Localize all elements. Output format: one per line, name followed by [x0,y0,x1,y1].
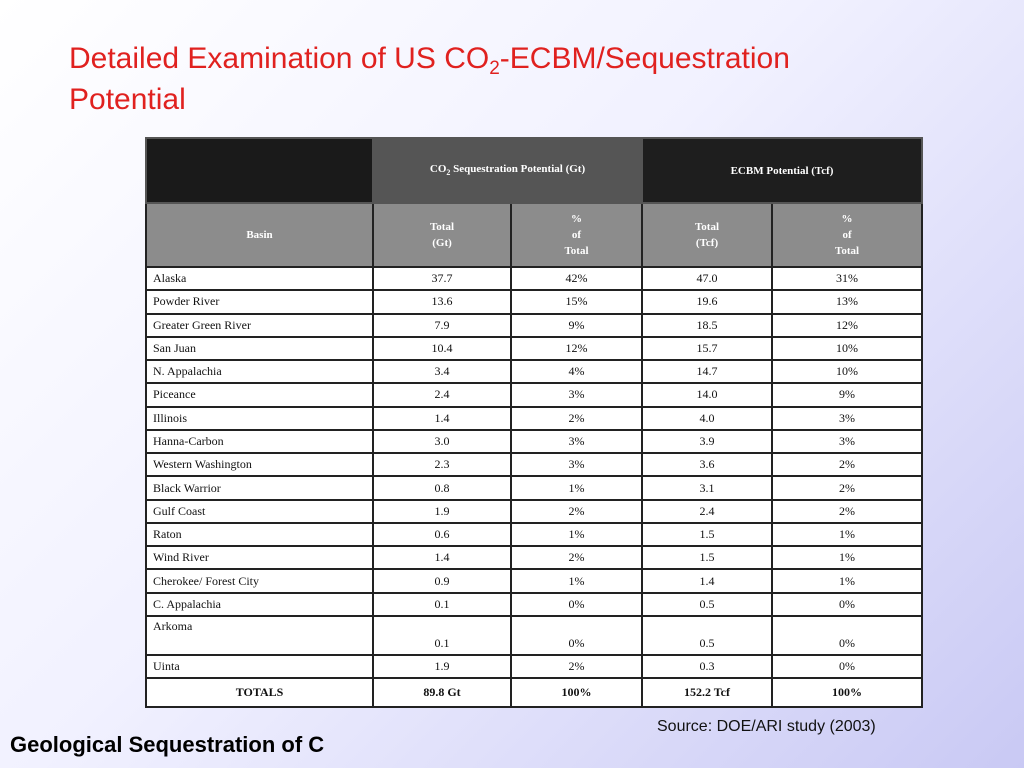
cell-co2-total: 7.9 [373,314,511,337]
cell-co2-total: 0.9 [373,569,511,592]
cell-co2-pct: 2% [511,655,642,678]
group-header-row [146,138,922,203]
cell-ecbm-pct: 3% [772,407,922,430]
cell-basin: Hanna-Carbon [146,430,373,453]
cell-basin: Gulf Coast [146,500,373,523]
cell-co2-total: 1.4 [373,546,511,569]
cell-ecbm-pct: 1% [772,523,922,546]
table-row [146,546,922,569]
cell-ecbm-total: 1.4 [642,569,772,592]
title-text: Detailed Examination of US CO [69,42,490,75]
cell-ecbm-total: 1.5 [642,546,772,569]
column-header-row [146,203,922,267]
cell-ecbm-total: 0.5 [642,593,772,616]
cell-ecbm-total: 0.3 [642,655,772,678]
sequestration-table-container [145,137,921,708]
table-row [146,593,922,616]
cell-ecbm-total: 3.1 [642,476,772,499]
cell-ecbm-pct: 1% [772,546,922,569]
table-row [146,407,922,430]
cell-co2-pct: 1% [511,523,642,546]
cell-co2-pct: 3% [511,430,642,453]
cell-co2-total: 37.7 [373,267,511,290]
cell-ecbm-pct: 1% [772,569,922,592]
table-row [146,383,922,406]
cell-basin: Wind River [146,546,373,569]
cell-co2-total: 3.0 [373,430,511,453]
footer-title: Geological Sequestration of C [10,732,325,757]
cell-co2-total: 3.4 [373,360,511,383]
cell-ecbm-pct: 12% [772,314,922,337]
cell-co2-total: 13.6 [373,290,511,313]
cell-basin: San Juan [146,337,373,360]
title-subscript: 2 [489,58,500,79]
cell-basin: Raton [146,523,373,546]
cell-co2-pct: 2% [511,407,642,430]
cell-co2-pct: 2% [511,500,642,523]
cell-co2-pct: 3% [511,383,642,406]
cell-co2-total: 89.8 Gt [373,678,511,707]
sequestration-table [145,137,923,708]
cell-ecbm-total: 47.0 [642,267,772,290]
totals-row [146,678,922,707]
cell-co2-total: 1.9 [373,500,511,523]
cell-ecbm-total: 2.4 [642,500,772,523]
table-row [146,290,922,313]
cell-ecbm-pct: 2% [772,453,922,476]
table-row [146,476,922,499]
cell-ecbm-pct: 10% [772,360,922,383]
cell-ecbm-total: 18.5 [642,314,772,337]
cell-basin: Greater Green River [146,314,373,337]
header-co2-group: $CO_2$ Sequestration Potential (Gt) [373,138,642,203]
header-ecbm-total: Total (Tcf) [642,203,772,267]
header-ecbm-group: ECBM Potential (Tcf) [642,138,922,203]
cell-co2-total: 0.1 [373,593,511,616]
table-row [146,453,922,476]
cell-ecbm-total: 14.7 [642,360,772,383]
cell-ecbm-pct: 3% [772,430,922,453]
cell-basin: Cherokee/ Forest City [146,569,373,592]
title-text-suffix: -ECBM/Sequestration [499,42,790,75]
table-row [146,523,922,546]
cell-ecbm-pct: 0% [772,655,922,678]
cell-ecbm-pct: 2% [772,476,922,499]
cell-basin: Piceance [146,383,373,406]
cell-ecbm-total: 14.0 [642,383,772,406]
cell-ecbm-pct: 10% [772,337,922,360]
cell-co2-pct: 1% [511,569,642,592]
table-row [146,655,922,678]
cell-basin: Western Washington [146,453,373,476]
header-basin: Basin [146,203,373,267]
cell-co2-pct: 12% [511,337,642,360]
cell-co2-total: 1.9 [373,655,511,678]
cell-basin: Powder River [146,290,373,313]
cell-co2-pct: 100% [511,678,642,707]
cell-co2-total: 0.6 [373,523,511,546]
cell-co2-pct: 0% [511,593,642,616]
cell-co2-pct: 0% [511,616,642,655]
cell-ecbm-pct: 13% [772,290,922,313]
cell-ecbm-total: 15.7 [642,337,772,360]
table-row [146,267,922,290]
cell-ecbm-total: 1.5 [642,523,772,546]
cell-co2-total: 0.1 [373,616,511,655]
cell-ecbm-pct: 31% [772,267,922,290]
cell-co2-pct: 3% [511,453,642,476]
slide-title [69,38,969,120]
cell-ecbm-pct: 9% [772,383,922,406]
cell-ecbm-total: 3.9 [642,430,772,453]
cell-co2-total: 0.8 [373,476,511,499]
cell-ecbm-total: 3.6 [642,453,772,476]
cell-basin: Black Warrior [146,476,373,499]
title-line-2: Potential [69,83,186,116]
table-row [146,360,922,383]
cell-co2-pct: 42% [511,267,642,290]
cell-co2-pct: 4% [511,360,642,383]
table-row [146,314,922,337]
cell-ecbm-pct: 0% [772,593,922,616]
cell-basin: Arkoma [146,616,373,655]
header-co2-total: Total (Gt) [373,203,511,267]
table-row [146,430,922,453]
cell-co2-total: 1.4 [373,407,511,430]
cell-ecbm-total: 0.5 [642,616,772,655]
cell-basin: C. Appalachia [146,593,373,616]
header-co2-pct: % of Total [511,203,642,267]
cell-basin: Alaska [146,267,373,290]
cell-co2-pct: 15% [511,290,642,313]
cell-co2-pct: 9% [511,314,642,337]
cell-basin: N. Appalachia [146,360,373,383]
header-corner [146,138,373,203]
cell-ecbm-pct: 2% [772,500,922,523]
header-ecbm-pct: % of Total [772,203,922,267]
cell-co2-total: 2.4 [373,383,511,406]
table-row [146,569,922,592]
cell-ecbm-total: 4.0 [642,407,772,430]
cell-co2-total: 2.3 [373,453,511,476]
cell-totals-label: TOTALS [146,678,373,707]
table-row [146,337,922,360]
source-citation: Source: DOE/ARI study (2003) [657,718,876,735]
table-row [146,500,922,523]
table-row [146,616,922,655]
cell-basin: Illinois [146,407,373,430]
cell-co2-total: 10.4 [373,337,511,360]
cell-ecbm-pct: 0% [772,616,922,655]
cell-ecbm-total: 19.6 [642,290,772,313]
cell-basin: Uinta [146,655,373,678]
cell-co2-pct: 2% [511,546,642,569]
cell-ecbm-pct: 100% [772,678,922,707]
cell-ecbm-total: 152.2 Tcf [642,678,772,707]
cell-co2-pct: 1% [511,476,642,499]
